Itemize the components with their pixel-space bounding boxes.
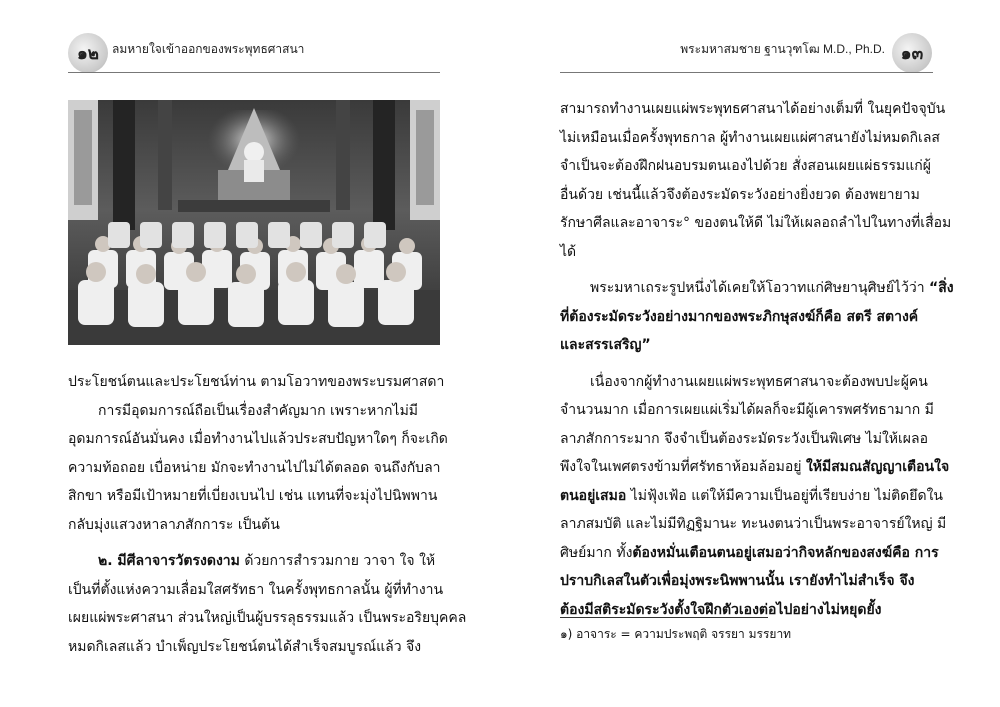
text-line: เผยแผ่พระศาสนา ส่วนใหญ่เป็นผู้บรรลุธรรมแล้ว เป็นพระอริยบุคคล xyxy=(68,610,467,626)
item-2-heading: ๒. มีศีลาจารวัตรงดงาม xyxy=(98,553,240,569)
mixed-line xyxy=(560,539,939,568)
quote-line xyxy=(560,331,933,360)
text-span: พึงใจในเพศตรงข้ามที่ศรัทธาห้อมล้อมอยู่ xyxy=(560,459,806,475)
right-body-text xyxy=(560,95,954,624)
running-head-left: ลมหายใจเข้าออกของพระพุทธศาสนา xyxy=(112,42,305,56)
running-head-right: พระมหาสมชาย ฐานวุฑโฒ M.D., Ph.D. xyxy=(680,42,885,56)
footnote: ๑) อาจาระ = ความประพฤติ จรรยา มรรยาท xyxy=(560,627,792,641)
header-rule-left xyxy=(68,72,440,73)
monks-photo xyxy=(68,100,440,345)
text-line: รักษาศีลและอาจาระ° ของตนให้ดี ไม่ให้เผลอถลำไปในทางที่เสื่อม xyxy=(560,215,952,231)
quote-body: ที่ต้องระมัดระวังอย่างมากของพระภิกษุสงฆ์ก็คือ สตรี สตางค์ xyxy=(560,308,919,325)
text-line: กลับมุ่งแสวงหาลาภสักการะ เป็นต้น xyxy=(68,516,280,533)
text-line: อื่นด้วย เช่นนี้แล้วจึงต้องระมัดระวังอย่างยิ่งยวด ต้องพยายาม xyxy=(560,186,920,203)
text-span: ศิษย์มาก ทั้ง xyxy=(560,544,633,561)
quote-intro: พระมหาเถระรูปหนึ่งได้เคยให้โอวาทแก่ศิษยานุศิษย์ไว้ว่า xyxy=(590,280,930,296)
mixed-line xyxy=(560,453,950,482)
text-line: ได้ xyxy=(560,243,577,260)
text-line: สิกขา หรือมีเป้าหมายที่เบี่ยงเบนไป เช่น แทนที่จะมุ่งไปนิพพาน xyxy=(68,488,438,504)
text-span: ไม่ฟุ้งเฟ้อ แต่ให้มีความเป็นอยู่ที่เรียบง่าย ไม่ติดยึดใน xyxy=(626,487,943,504)
text-line: การมีอุดมการณ์ถือเป็นเรื่องสำคัญมาก เพราะหากไม่มี xyxy=(98,402,419,419)
mixed-line xyxy=(560,482,943,511)
bold-span: ให้มีสมณสัญญาเตือนใจ xyxy=(805,459,950,475)
bold-span: ตนอยู่เสมอ xyxy=(560,487,627,504)
header-rule-right xyxy=(560,72,933,73)
text-line: ไม่เหมือนเมื่อครั้งพุทธกาล ผู้ทำงานเผยแผ่ศาสนายังไม่หมดกิเลส xyxy=(560,129,940,146)
bold-span: ต้องมีสติระมัดระวังตั้งใจฝึกตัวเองต่อไปอย่างไม่หยุดยั้ง xyxy=(560,601,882,618)
page-number-left: ๑๒ xyxy=(68,33,108,73)
footnote-rule xyxy=(560,617,768,618)
item-2-line xyxy=(68,547,440,576)
text-line: เป็นที่ตั้งแห่งความเลื่อมใสศรัทธา ในครั้งพุทธกาลนั้น ผู้ที่ทำงาน xyxy=(68,581,444,598)
text-line: สามารถทำงานเผยแผ่พระพุทธศาสนาได้อย่างเต็มที่ ในยุคปัจจุบัน xyxy=(560,101,946,117)
page-number-right: ๑๓ xyxy=(892,33,932,73)
text-line: ประโยชน์ตนและประโยชน์ท่าน ตามโอวาทของพระบรมศาสดา xyxy=(68,374,445,390)
quote-line xyxy=(560,274,954,303)
text-line: เนื่องจากผู้ทำงานเผยแผ่พระพุทธศาสนาจะต้องพบปะผู้คน xyxy=(590,373,928,390)
bold-line xyxy=(560,596,933,625)
text-line: จำนวนมาก เมื่อการเผยแผ่เริ่มได้ผลก็จะมีผู้เคารพศรัทธามาก มี xyxy=(560,402,934,418)
right-page xyxy=(500,0,1000,707)
text-line: ความท้อถอย เบื่อหน่าย มักจะทำงานไปไม่ได้ตลอด จนถึงกับลา xyxy=(68,459,441,476)
text-line: จำเป็นจะต้องฝึกฝนอบรมตนเองไปด้วย สั่งสอนเผยแผ่ธรรมแก่ผู้ xyxy=(560,158,931,174)
text-line: อุดมการณ์อันมั่นคง เมื่อทำงานไปแล้วประสบปัญหาใดๆ ก็จะเกิด xyxy=(68,431,448,447)
quote-line xyxy=(560,303,933,332)
left-body-text xyxy=(68,368,467,661)
text-line: ลาภสักการะมาก จึงจำเป็นต้องระมัดระวังเป็นพิเศษ ไม่ให้เผลอ xyxy=(560,430,928,447)
bold-span: ต้องหมั่นเตือนตนอยู่เสมอว่ากิจหลักของสงฆ์คือ การ xyxy=(632,544,939,561)
bold-line xyxy=(560,567,933,596)
bold-span: ปราบกิเลสในตัวเพื่อมุ่งพระนิพพานนั้น เรายังทำไม่สำเร็จ จึง xyxy=(560,573,915,589)
text-line: ลาภสมบัติ และไม่มีทิฏฐิมานะ ทะนงตนว่าเป็นพระอาจารย์ใหญ่ มี xyxy=(560,516,947,532)
quote-end: และสรรเสริญ” xyxy=(560,337,651,353)
quote-start: “สิ่ง xyxy=(929,280,954,296)
text-line: หมดกิเลสแล้ว บำเพ็ญประโยชน์ตนได้สำเร็จสมบูรณ์แล้ว จึง xyxy=(68,638,422,655)
item-2-text: ด้วยการสำรวมกาย วาจา ใจ ให้ xyxy=(239,553,436,569)
